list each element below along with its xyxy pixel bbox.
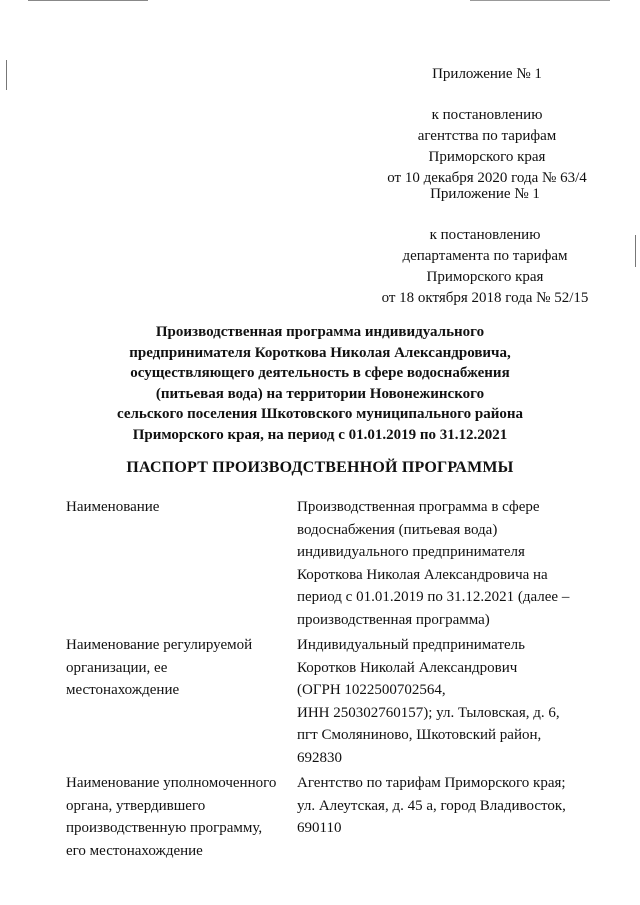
label-line: Наименование уполномоченного bbox=[66, 775, 277, 791]
program-title-line: осуществляющего деятельность в сфере водоснабжения bbox=[130, 365, 510, 381]
appendix-line: Приморского края bbox=[426, 269, 544, 285]
value-line: производственная программа) bbox=[297, 611, 490, 628]
label-line: производственную программу, bbox=[66, 820, 263, 836]
label-line: организации, ее bbox=[66, 659, 168, 676]
passport-row-value bbox=[297, 496, 587, 631]
appendix-title: Приложение № 1 bbox=[432, 66, 542, 82]
appendix-stamp-current bbox=[372, 64, 602, 189]
passport-row-value bbox=[297, 772, 587, 840]
label-line: Наименование bbox=[66, 499, 160, 515]
program-title-line: Приморского края, на период с 01.01.2019 по 31.12.2021 bbox=[132, 426, 508, 443]
value-line: Короткова Николая Александровича на bbox=[297, 566, 548, 583]
value-line: пгт Смоляниново, Шкотовский район, bbox=[297, 727, 542, 743]
label-line: органа, утвердившего bbox=[66, 797, 206, 814]
appendix-line: к постановлению bbox=[431, 107, 543, 123]
passport-heading: ПАСПОРТ ПРОИЗВОДСТВЕННОЙ ПРОГРАММЫ bbox=[126, 459, 514, 476]
label-line: его местонахождение bbox=[66, 842, 203, 859]
scan-edge-mark bbox=[28, 0, 148, 1]
passport-row-label bbox=[66, 772, 284, 862]
appendix-line: к постановлению bbox=[429, 227, 541, 243]
appendix-line: агентства по тарифам bbox=[417, 128, 557, 144]
value-line: ул. Алеутская, д. 45 а, город Владивосток, bbox=[297, 797, 566, 814]
appendix-line: от 10 декабря 2020 года № 63/4 bbox=[387, 170, 587, 186]
appendix-line: Приморского края bbox=[428, 149, 546, 165]
scan-edge-mark bbox=[470, 0, 610, 1]
passport-row-value bbox=[297, 634, 587, 769]
program-title-line: сельского поселения Шкотовского муниципального района bbox=[117, 406, 523, 422]
appendix-line: департамента по тарифам bbox=[402, 248, 568, 264]
passport-row-label bbox=[66, 634, 284, 702]
value-line: период с 01.01.2019 по 31.12.2021 (далее – bbox=[297, 589, 570, 605]
value-line: Индивидуальный предприниматель bbox=[297, 637, 525, 653]
passport-row-label bbox=[66, 496, 284, 519]
label-line: местонахождение bbox=[66, 682, 180, 698]
value-line: Производственная программа в сфере bbox=[297, 499, 540, 515]
program-title-line: (питьевая вода) на территории Новонежинского bbox=[155, 385, 485, 402]
appendix-title: Приложение № 1 bbox=[430, 186, 540, 202]
program-title-line: предпринимателя Короткова Николая Александровича, bbox=[129, 344, 511, 361]
value-line: 692830 bbox=[297, 749, 342, 766]
value-line: Коротков Николай Александрович bbox=[297, 659, 518, 676]
label-line: Наименование регулируемой bbox=[66, 637, 253, 653]
program-title-line: Производственная программа индивидуального bbox=[155, 324, 485, 340]
scan-edge-mark bbox=[6, 60, 7, 90]
value-line: (ОГРН 1022500702564, bbox=[297, 682, 446, 698]
scan-edge-mark bbox=[635, 235, 636, 267]
value-line: Агентство по тарифам Приморского края; bbox=[297, 775, 566, 791]
appendix-stamp-original bbox=[365, 184, 605, 309]
appendix-line: от 18 октября 2018 года № 52/15 bbox=[381, 290, 589, 306]
value-line: 690110 bbox=[297, 820, 342, 836]
program-title bbox=[100, 322, 540, 445]
value-line: водоснабжения (питьевая вода) bbox=[297, 521, 498, 538]
value-line: индивидуального предпринимателя bbox=[297, 544, 525, 560]
value-line: ИНН 250302760157); ул. Тыловская, д. 6, bbox=[297, 704, 560, 721]
